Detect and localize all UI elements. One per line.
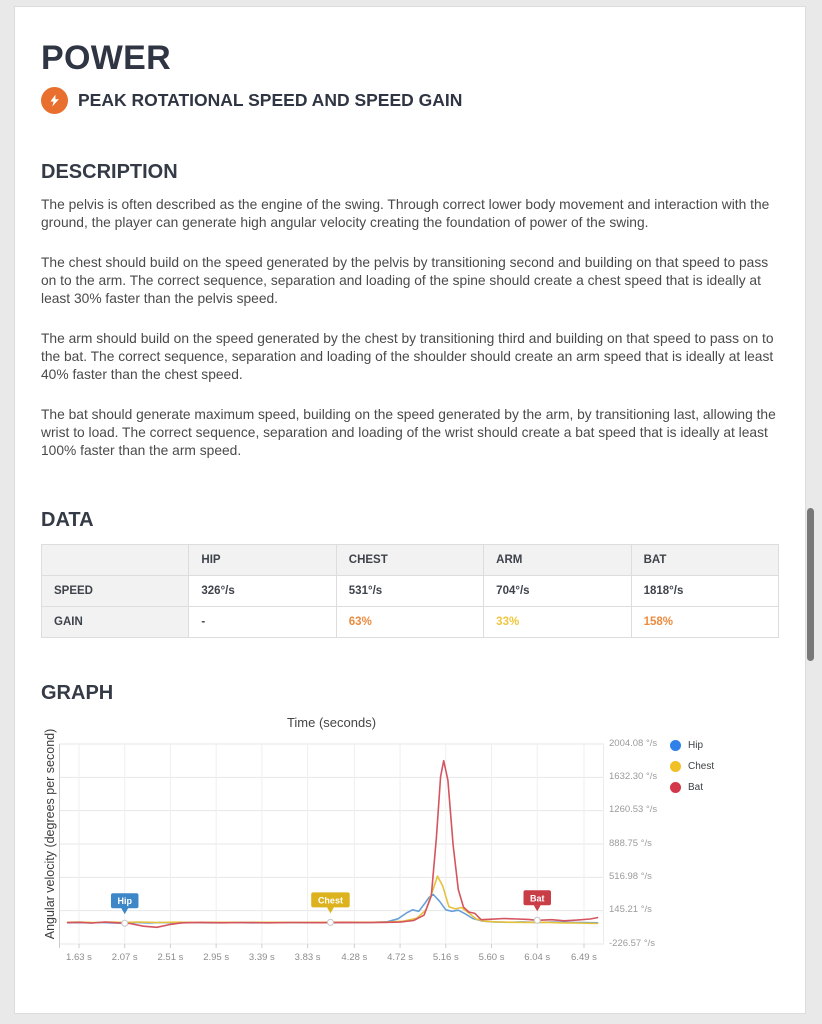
x-tick-label: 3.83 s [294,951,321,963]
x-tick-label: 2.51 s [157,951,184,963]
chest-marker [311,892,350,925]
bat-legend-dot [670,782,681,793]
y-axis-tick-labels [604,715,670,968]
x-tick-label: 2.07 s [111,951,138,963]
gain-bat: 158% [631,606,778,637]
legend-item-bat[interactable] [670,782,714,793]
legend-label: Hip [688,739,704,751]
hip-legend-dot [670,740,681,751]
chart-title: Time (seconds) [286,714,377,730]
hip-marker [111,893,139,926]
y-tick-label: 888.75 °/s [609,837,652,849]
lightning-icon [41,87,68,114]
x-axis-labels [59,952,604,968]
legend-item-hip[interactable] [670,740,714,751]
plot-column [59,715,604,968]
gain-hip: - [189,606,336,637]
row-label-gain: GAIN [42,606,189,637]
description-paragraph: The bat should generate maximum speed, building on the speed generated by the arm, by transitioning last, allowing the wrist to load. The correct sequence, separation and loading of the wrist should create a bat speed that is ideally at least 100% faster than the arm speed. [41,406,776,459]
speed-hip: 326°/s [189,575,336,606]
x-tick-label: 1.63 s [66,951,92,963]
x-tick-label: 3.39 s [248,951,275,963]
gain-arm: 33% [484,606,631,637]
page-subtitle: PEAK ROTATIONAL SPEED AND SPEED GAIN [78,90,463,110]
legend-item-chest[interactable] [670,761,714,772]
description-paragraph: The arm should build on the speed generated by the chest by transitioning third and building on that speed to pass on to the bat. The correct sequence, separation and loading of the shoulder should create an arm speed that is ideally at least 40% faster than the chest speed. [41,330,774,383]
subtitle-row [41,87,779,114]
y-tick-label: 1260.53 °/s [609,804,658,816]
data-heading: DATA [41,508,94,531]
row-label-speed: SPEED [42,575,189,606]
page-scrollbar-thumb[interactable] [807,508,814,661]
description-paragraph: The chest should build on the speed generated by the pelvis by transitioning second and building on that speed to pass on to the arm. The correct sequence, separation and loading of the spine should create a chest speed that is ideally at least 30% faster than the pelvis speed. [41,254,769,307]
report-card [14,6,806,1014]
table-row-speed [42,575,779,606]
table-header-hip: HIP [189,544,336,575]
y-axis-label-column [41,715,59,968]
svg-text:Chest: Chest [317,895,343,906]
x-tick-label: 2.95 s [203,951,230,963]
description-paragraph: The pelvis is often described as the engine of the swing. Through correct lower body movement and interaction with the ground, the player can generate high angular velocity creating the foundation of power of the swing. [41,197,770,231]
legend-label: Chest [688,760,715,772]
speed-arm: 704°/s [484,575,631,606]
angular-velocity-chart [41,715,779,968]
x-tick-label: 6.49 s [571,951,597,963]
svg-text:Hip: Hip [117,896,132,907]
graph-heading: GRAPH [41,681,114,704]
chart-legend [670,715,714,968]
x-tick-label: 4.72 s [387,951,414,963]
chest-legend-dot [670,761,681,772]
table-header-chest: CHEST [336,544,483,575]
x-tick-label: 5.60 s [478,951,505,963]
y-tick-label: 516.98 °/s [609,871,652,883]
table-row-gain [42,606,779,637]
page-title: POWER [41,39,171,77]
x-tick-label: 5.16 s [432,951,459,963]
y-tick-label: -226.57 °/s [609,937,656,949]
gain-chest: 63% [336,606,483,637]
y-axis-label: Angular velocity (degrees per second) [43,728,57,939]
y-tick-label: 1632.30 °/s [609,771,658,783]
table-header-bat: BAT [631,544,778,575]
description-heading: DESCRIPTION [41,161,178,183]
table-header-arm: ARM [484,544,631,575]
y-tick-label: 145.21 °/s [609,904,652,916]
speed-chest: 531°/s [336,575,483,606]
chart-plot-area [59,738,604,950]
speed-gain-table [41,544,779,638]
bat-marker [523,890,551,923]
svg-text:Bat: Bat [529,893,545,904]
table-header-blank [42,544,189,575]
speed-bat: 1818°/s [631,575,778,606]
table-header-row [42,544,779,575]
x-tick-label: 6.04 s [524,951,551,963]
legend-label: Bat [688,781,704,793]
x-tick-label: 4.28 s [341,951,368,963]
y-tick-label: 2004.08 °/s [609,737,658,749]
report-content [15,7,805,968]
